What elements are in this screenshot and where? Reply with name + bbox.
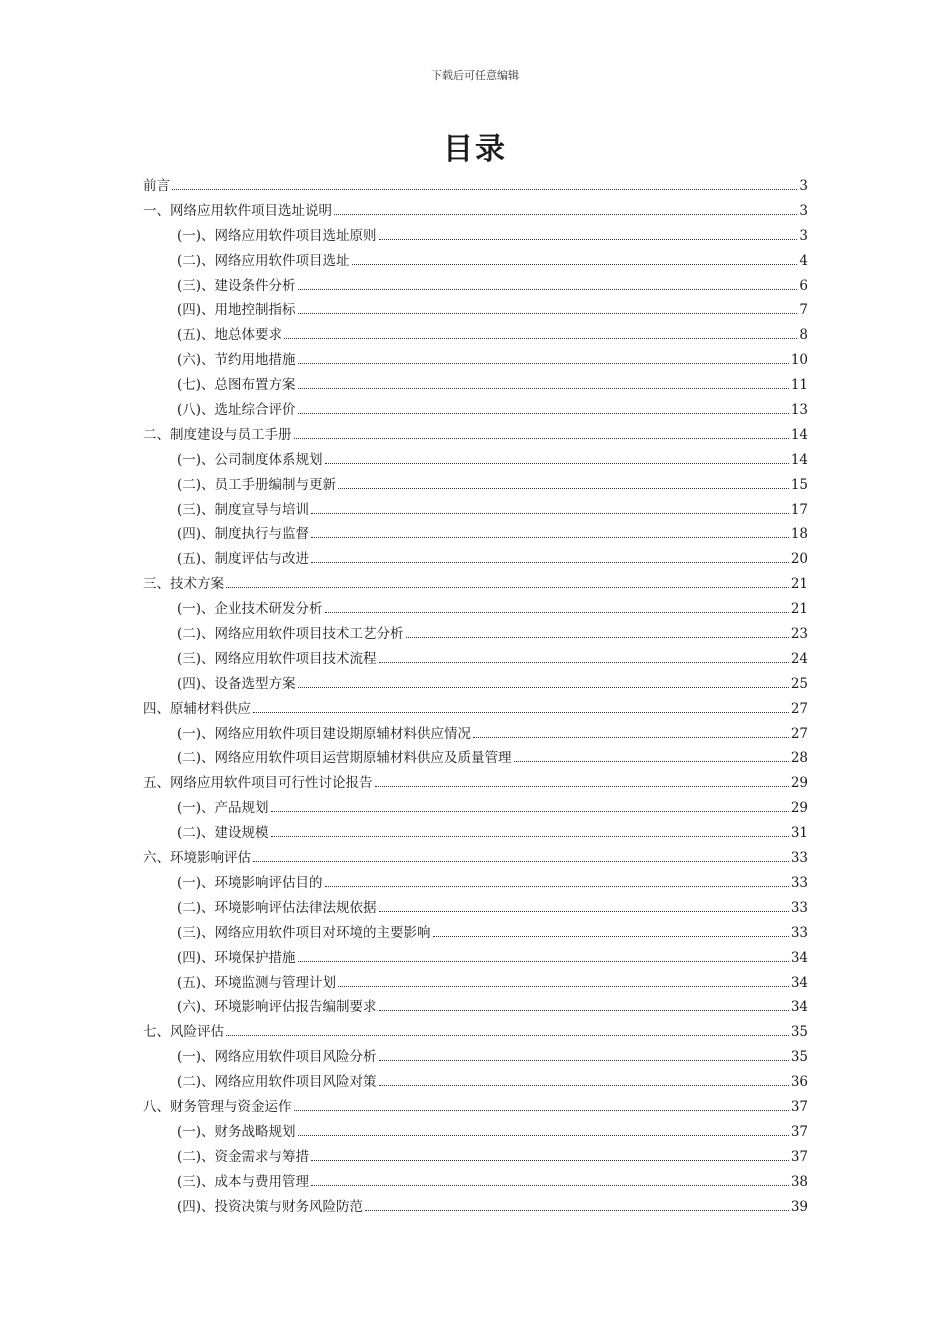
toc-page-number: 24 <box>790 650 808 667</box>
toc-page-number: 4 <box>799 252 808 269</box>
toc-subentry[interactable] <box>143 547 808 572</box>
toc-page-number: 6 <box>799 277 808 294</box>
dot-leader <box>271 811 789 812</box>
toc-page-number: 3 <box>799 202 808 219</box>
dot-leader <box>379 1010 789 1011</box>
toc-entry-label: (一)、公司制度体系规划 <box>177 451 323 468</box>
dot-leader <box>311 1185 789 1186</box>
toc-page-number: 18 <box>790 526 808 543</box>
toc-page-number: 37 <box>790 1123 808 1140</box>
toc-subentry[interactable] <box>143 647 808 672</box>
toc-subentry[interactable] <box>143 1170 808 1195</box>
table-of-contents <box>143 174 808 1219</box>
toc-page-number: 17 <box>790 501 808 518</box>
toc-page-number: 13 <box>790 402 808 419</box>
toc-page-number: 34 <box>790 949 808 966</box>
toc-page-number: 21 <box>790 576 808 593</box>
dot-leader <box>271 836 789 837</box>
toc-entry-label: (三)、网络应用软件项目技术流程 <box>177 650 377 667</box>
dot-leader <box>298 961 789 962</box>
dot-leader <box>253 861 789 862</box>
toc-subentry[interactable] <box>143 921 808 946</box>
toc-entry-label: (五)、环境监测与管理计划 <box>177 974 337 991</box>
dot-leader <box>253 712 789 713</box>
toc-subentry[interactable] <box>143 1120 808 1145</box>
toc-entry[interactable] <box>143 771 808 796</box>
toc-page-number: 7 <box>799 302 808 319</box>
page-header-note: 下载后可任意编辑 <box>431 69 519 82</box>
toc-entry-label: 二、制度建设与员工手册 <box>143 426 292 443</box>
toc-entry-label: (四)、投资决策与财务风险防范 <box>177 1198 364 1215</box>
toc-page-number: 34 <box>790 974 808 991</box>
toc-subentry[interactable] <box>143 274 808 299</box>
toc-page-number: 33 <box>790 924 808 941</box>
toc-page-number: 21 <box>790 601 808 618</box>
toc-entry-label: (八)、选址综合评价 <box>177 402 296 419</box>
toc-subentry[interactable] <box>143 821 808 846</box>
dot-leader <box>473 737 789 738</box>
dot-leader <box>379 911 789 912</box>
toc-page-number: 3 <box>799 178 808 194</box>
dot-leader <box>172 189 797 190</box>
toc-entry-label: 一、网络应用软件项目选址说明 <box>143 202 332 219</box>
toc-entry-label: 前言 <box>143 178 170 194</box>
dot-leader <box>352 264 798 265</box>
toc-entry-label: (二)、环境影响评估法律法规依据 <box>177 899 377 916</box>
dot-leader <box>433 936 789 937</box>
toc-page-number: 35 <box>790 1049 808 1066</box>
dot-leader <box>365 1210 789 1211</box>
toc-entry-label: 四、原辅材料供应 <box>143 700 251 717</box>
toc-subentry[interactable] <box>143 323 808 348</box>
toc-page-number: 39 <box>790 1198 808 1215</box>
toc-subentry[interactable] <box>143 896 808 921</box>
toc-entry-label: (五)、制度评估与改进 <box>177 551 310 568</box>
toc-entry[interactable] <box>143 697 808 722</box>
toc-entry-label: (四)、环境保护措施 <box>177 949 296 966</box>
toc-subentry[interactable] <box>143 1145 808 1170</box>
dot-leader <box>325 463 789 464</box>
toc-subentry[interactable] <box>143 398 808 423</box>
toc-page-number: 8 <box>799 327 808 344</box>
toc-entry-label: (一)、网络应用软件项目风险分析 <box>177 1049 377 1066</box>
toc-entry-label: (七)、总图布置方案 <box>177 377 296 394</box>
dot-leader <box>298 289 798 290</box>
toc-entry-label: (六)、环境影响评估报告编制要求 <box>177 999 377 1016</box>
toc-entry-label: 三、技术方案 <box>143 576 224 593</box>
toc-entry-label: (二)、网络应用软件项目技术工艺分析 <box>177 626 404 643</box>
toc-subentry[interactable] <box>143 448 808 473</box>
toc-entry-label: 五、网络应用软件项目可行性讨论报告 <box>143 775 373 792</box>
dot-leader <box>338 488 789 489</box>
toc-subentry[interactable] <box>143 1045 808 1070</box>
dot-leader <box>379 1085 789 1086</box>
toc-page-number: 14 <box>790 426 808 443</box>
toc-entry-label: (三)、网络应用软件项目对环境的主要影响 <box>177 924 431 941</box>
toc-subentry[interactable] <box>143 498 808 523</box>
toc-subentry[interactable] <box>143 871 808 896</box>
toc-page-number: 38 <box>790 1173 808 1190</box>
dot-leader <box>298 413 789 414</box>
toc-entry[interactable] <box>143 572 808 597</box>
toc-entry-label: (四)、用地控制指标 <box>177 302 296 319</box>
toc-entry-label: (三)、建设条件分析 <box>177 277 296 294</box>
dot-leader <box>298 1135 789 1136</box>
toc-subentry[interactable] <box>143 298 808 323</box>
dot-leader <box>379 239 798 240</box>
toc-page-number: 28 <box>790 750 808 767</box>
toc-page-number: 34 <box>790 999 808 1016</box>
dot-leader <box>284 338 797 339</box>
dot-leader <box>294 1110 789 1111</box>
toc-page-number: 3 <box>799 227 808 244</box>
toc-subentry[interactable] <box>143 722 808 747</box>
dot-leader <box>514 761 789 762</box>
toc-subentry[interactable] <box>143 1195 808 1220</box>
toc-page-number: 35 <box>790 1024 808 1041</box>
toc-entry[interactable] <box>143 1020 808 1045</box>
toc-entry-label: 七、风险评估 <box>143 1024 224 1041</box>
toc-entry-label: (五)、地总体要求 <box>177 327 283 344</box>
dot-leader <box>311 562 789 563</box>
dot-leader <box>311 513 789 514</box>
toc-subentry[interactable] <box>143 348 808 373</box>
toc-page-number: 25 <box>790 675 808 692</box>
toc-page-number: 27 <box>790 725 808 742</box>
toc-page-number: 29 <box>790 800 808 817</box>
toc-page-number: 14 <box>790 451 808 468</box>
toc-subentry[interactable] <box>143 971 808 996</box>
dot-leader <box>334 214 797 215</box>
toc-entry-label: (二)、网络应用软件项目选址 <box>177 252 350 269</box>
toc-entry-label: (一)、网络应用软件项目选址原则 <box>177 227 377 244</box>
toc-entry-label: (四)、制度执行与监督 <box>177 526 310 543</box>
toc-entry-label: (二)、资金需求与筹措 <box>177 1148 310 1165</box>
toc-subentry[interactable] <box>143 249 808 274</box>
toc-page-number: 10 <box>790 352 808 369</box>
toc-subentry[interactable] <box>143 672 808 697</box>
toc-entry-label: (一)、网络应用软件项目建设期原辅材料供应情况 <box>177 725 472 742</box>
toc-entry-label: (四)、设备选型方案 <box>177 675 296 692</box>
toc-subentry[interactable] <box>143 373 808 398</box>
toc-entry-label: (一)、财务战略规划 <box>177 1123 296 1140</box>
toc-title: 目录 <box>443 132 507 167</box>
dot-leader <box>294 438 789 439</box>
dot-leader <box>298 363 789 364</box>
toc-page-number: 37 <box>790 1098 808 1115</box>
toc-subentry[interactable] <box>143 1070 808 1095</box>
toc-entry-label: (一)、产品规划 <box>177 800 269 817</box>
toc-entry[interactable] <box>143 423 808 448</box>
dot-leader <box>298 687 789 688</box>
toc-entry[interactable] <box>143 1095 808 1120</box>
toc-page-number: 11 <box>790 377 808 394</box>
toc-page-number: 33 <box>790 874 808 891</box>
toc-subentry[interactable] <box>143 796 808 821</box>
toc-subentry[interactable] <box>143 995 808 1020</box>
toc-entry-label: (一)、环境影响评估目的 <box>177 874 323 891</box>
toc-entry-label: (二)、网络应用软件项目运营期原辅材料供应及质量管理 <box>177 750 512 767</box>
toc-entry-label: (二)、建设规模 <box>177 825 269 842</box>
toc-page-number: 33 <box>790 850 808 867</box>
dot-leader <box>325 886 789 887</box>
dot-leader <box>226 1035 789 1036</box>
toc-page-number: 23 <box>790 626 808 643</box>
toc-page-number: 20 <box>790 551 808 568</box>
toc-page-number: 27 <box>790 700 808 717</box>
toc-entry[interactable] <box>143 199 808 224</box>
toc-subentry[interactable] <box>143 746 808 771</box>
toc-entry-label: 六、环境影响评估 <box>143 850 251 867</box>
toc-subentry[interactable] <box>143 622 808 647</box>
toc-subentry[interactable] <box>143 473 808 498</box>
toc-entry-label: 八、财务管理与资金运作 <box>143 1098 292 1115</box>
toc-entry-label: (三)、成本与费用管理 <box>177 1173 310 1190</box>
toc-entry-label: (二)、网络应用软件项目风险对策 <box>177 1074 377 1091</box>
toc-subentry[interactable] <box>143 946 808 971</box>
dot-leader <box>379 662 789 663</box>
dot-leader <box>325 612 789 613</box>
dot-leader <box>311 537 789 538</box>
toc-entry-label: (二)、员工手册编制与更新 <box>177 476 337 493</box>
toc-entry-label: (六)、节约用地措施 <box>177 352 296 369</box>
toc-entry-label: (三)、制度宣导与培训 <box>177 501 310 518</box>
toc-page-number: 37 <box>790 1148 808 1165</box>
dot-leader <box>298 388 789 389</box>
dot-leader <box>338 986 789 987</box>
toc-page-number: 15 <box>790 476 808 493</box>
toc-entry[interactable] <box>143 174 808 199</box>
toc-subentry[interactable] <box>143 224 808 249</box>
dot-leader <box>406 637 789 638</box>
toc-page-number: 36 <box>790 1074 808 1091</box>
dot-leader <box>226 587 789 588</box>
toc-entry-label: (一)、企业技术研发分析 <box>177 601 323 618</box>
dot-leader <box>375 786 789 787</box>
dot-leader <box>311 1160 789 1161</box>
toc-subentry[interactable] <box>143 597 808 622</box>
toc-page-number: 29 <box>790 775 808 792</box>
toc-entry[interactable] <box>143 846 808 871</box>
toc-page-number: 31 <box>790 825 808 842</box>
dot-leader <box>298 313 798 314</box>
toc-subentry[interactable] <box>143 522 808 547</box>
toc-page-number: 33 <box>790 899 808 916</box>
dot-leader <box>379 1060 789 1061</box>
